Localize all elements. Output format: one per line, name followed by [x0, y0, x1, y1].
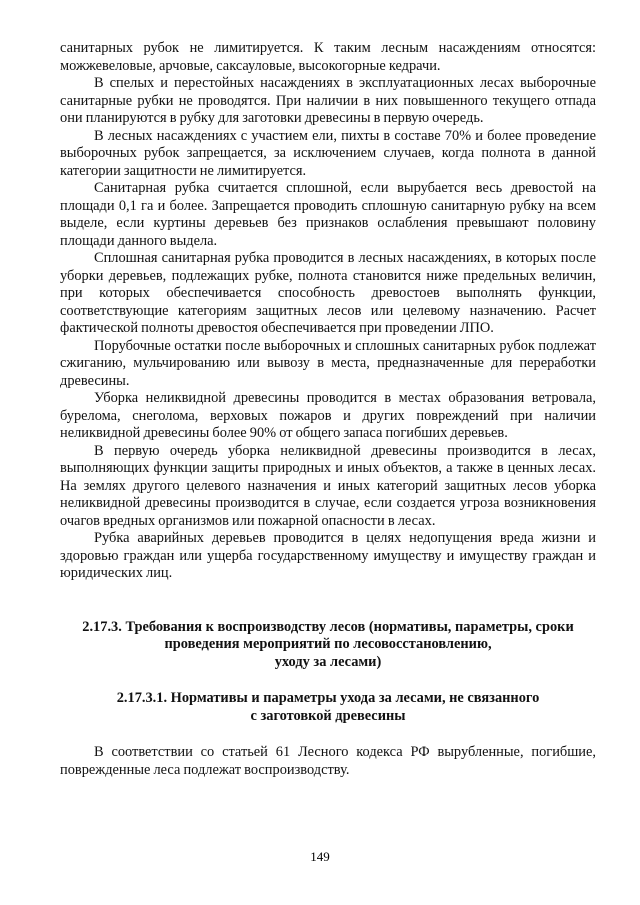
paragraph: Рубка аварийных деревьев проводится в целях недопущения вреда жизни и здоровью граждан или ущерба государственному имуществу и имуществу граждан и юридических лиц.: [60, 530, 596, 581]
subsection-heading-line: с заготовкой древесины: [250, 707, 406, 724]
paragraph: В спелых и перестойных насаждениях в эксплуатационных лесах выборочные санитарные рубки не проводятся. При наличии в них повышенного текущего отпада они планируются в рубку для заготовки древесины в первую очередь.: [60, 75, 596, 126]
section-heading-line: уходу за лесами): [274, 653, 382, 670]
section-heading-line: проведения мероприятий по лесовосстановлению,: [164, 636, 492, 652]
paragraph: В первую очередь уборка неликвидной древесины производится в лесах, выполняющих функции защиты природных и иных объектов, а также в ценных лесах. На землях другого целевого назначения и иных категорий защитных лесов уборка неликвидной древесины производится в случае, если создается угроза возникновения очагов вредных организмов или пожарной опасности в лесах.: [60, 442, 596, 529]
page-number: 149: [310, 849, 330, 864]
subsection-heading: [60, 690, 596, 725]
section-heading: [60, 619, 596, 672]
paragraph: Уборка неликвидной древесины проводится в местах образования ветровала, бурелома, снеголома, верховых пожаров и других повреждений при наличии неликвидной древесины более 90% от общего запаса погибших деревьев.: [60, 390, 596, 441]
paragraph: Порубочные остатки после выборочных и сплошных санитарных рубок подлежат сжиганию, мульчированию или вывозу в места, предназначенные для переработки древесины.: [60, 337, 596, 389]
paragraph: Сплошная санитарная рубка проводится в лесных насаждениях, в которых после уборки деревьев, подлежащих рубке, полнота становится ниже предельных величин, при которых обеспечивается способность древостоев выполнять функции, соответствующие категориям защитных лесов или целевому назначению. Расчет фактической полноты древостоя обеспечивается при проведении ЛПО.: [60, 250, 596, 336]
paragraph: В лесных насаждениях с участием ели, пихты в составе 70% и более проведение выборочных рубок запрещается, за исключением случаев, когда полнота в данной категории защитности не лимитируется.: [60, 127, 596, 179]
closing-text: [60, 744, 596, 779]
section-heading-line: 2.17.3. Требования к воспроизводству лесов (нормативы, параметры, сроки: [82, 618, 574, 635]
body-text: [60, 40, 596, 583]
paragraph: В соответствии со статьей 61 Лесного кодекса РФ вырубленные, погибшие, поврежденные леса подлежат воспроизводству.: [60, 744, 596, 778]
paragraph: Санитарная рубка считается сплошной, если вырубается весь древостой на площади 0,1 га и более. Запрещается проводить сплошную санитарную рубку на всем выделе, если куртины деревьев без признаков ослабления превышают половину площади данного выдела.: [60, 180, 596, 249]
paragraph: санитарных рубок не лимитируется. К таким лесным насаждениям относятся: можжевеловые, арчовые, саксауловые, высокогорные кедрачи.: [60, 40, 596, 74]
subsection-heading-line: 2.17.3.1. Нормативы и параметры ухода за лесами, не связанного: [116, 690, 540, 706]
